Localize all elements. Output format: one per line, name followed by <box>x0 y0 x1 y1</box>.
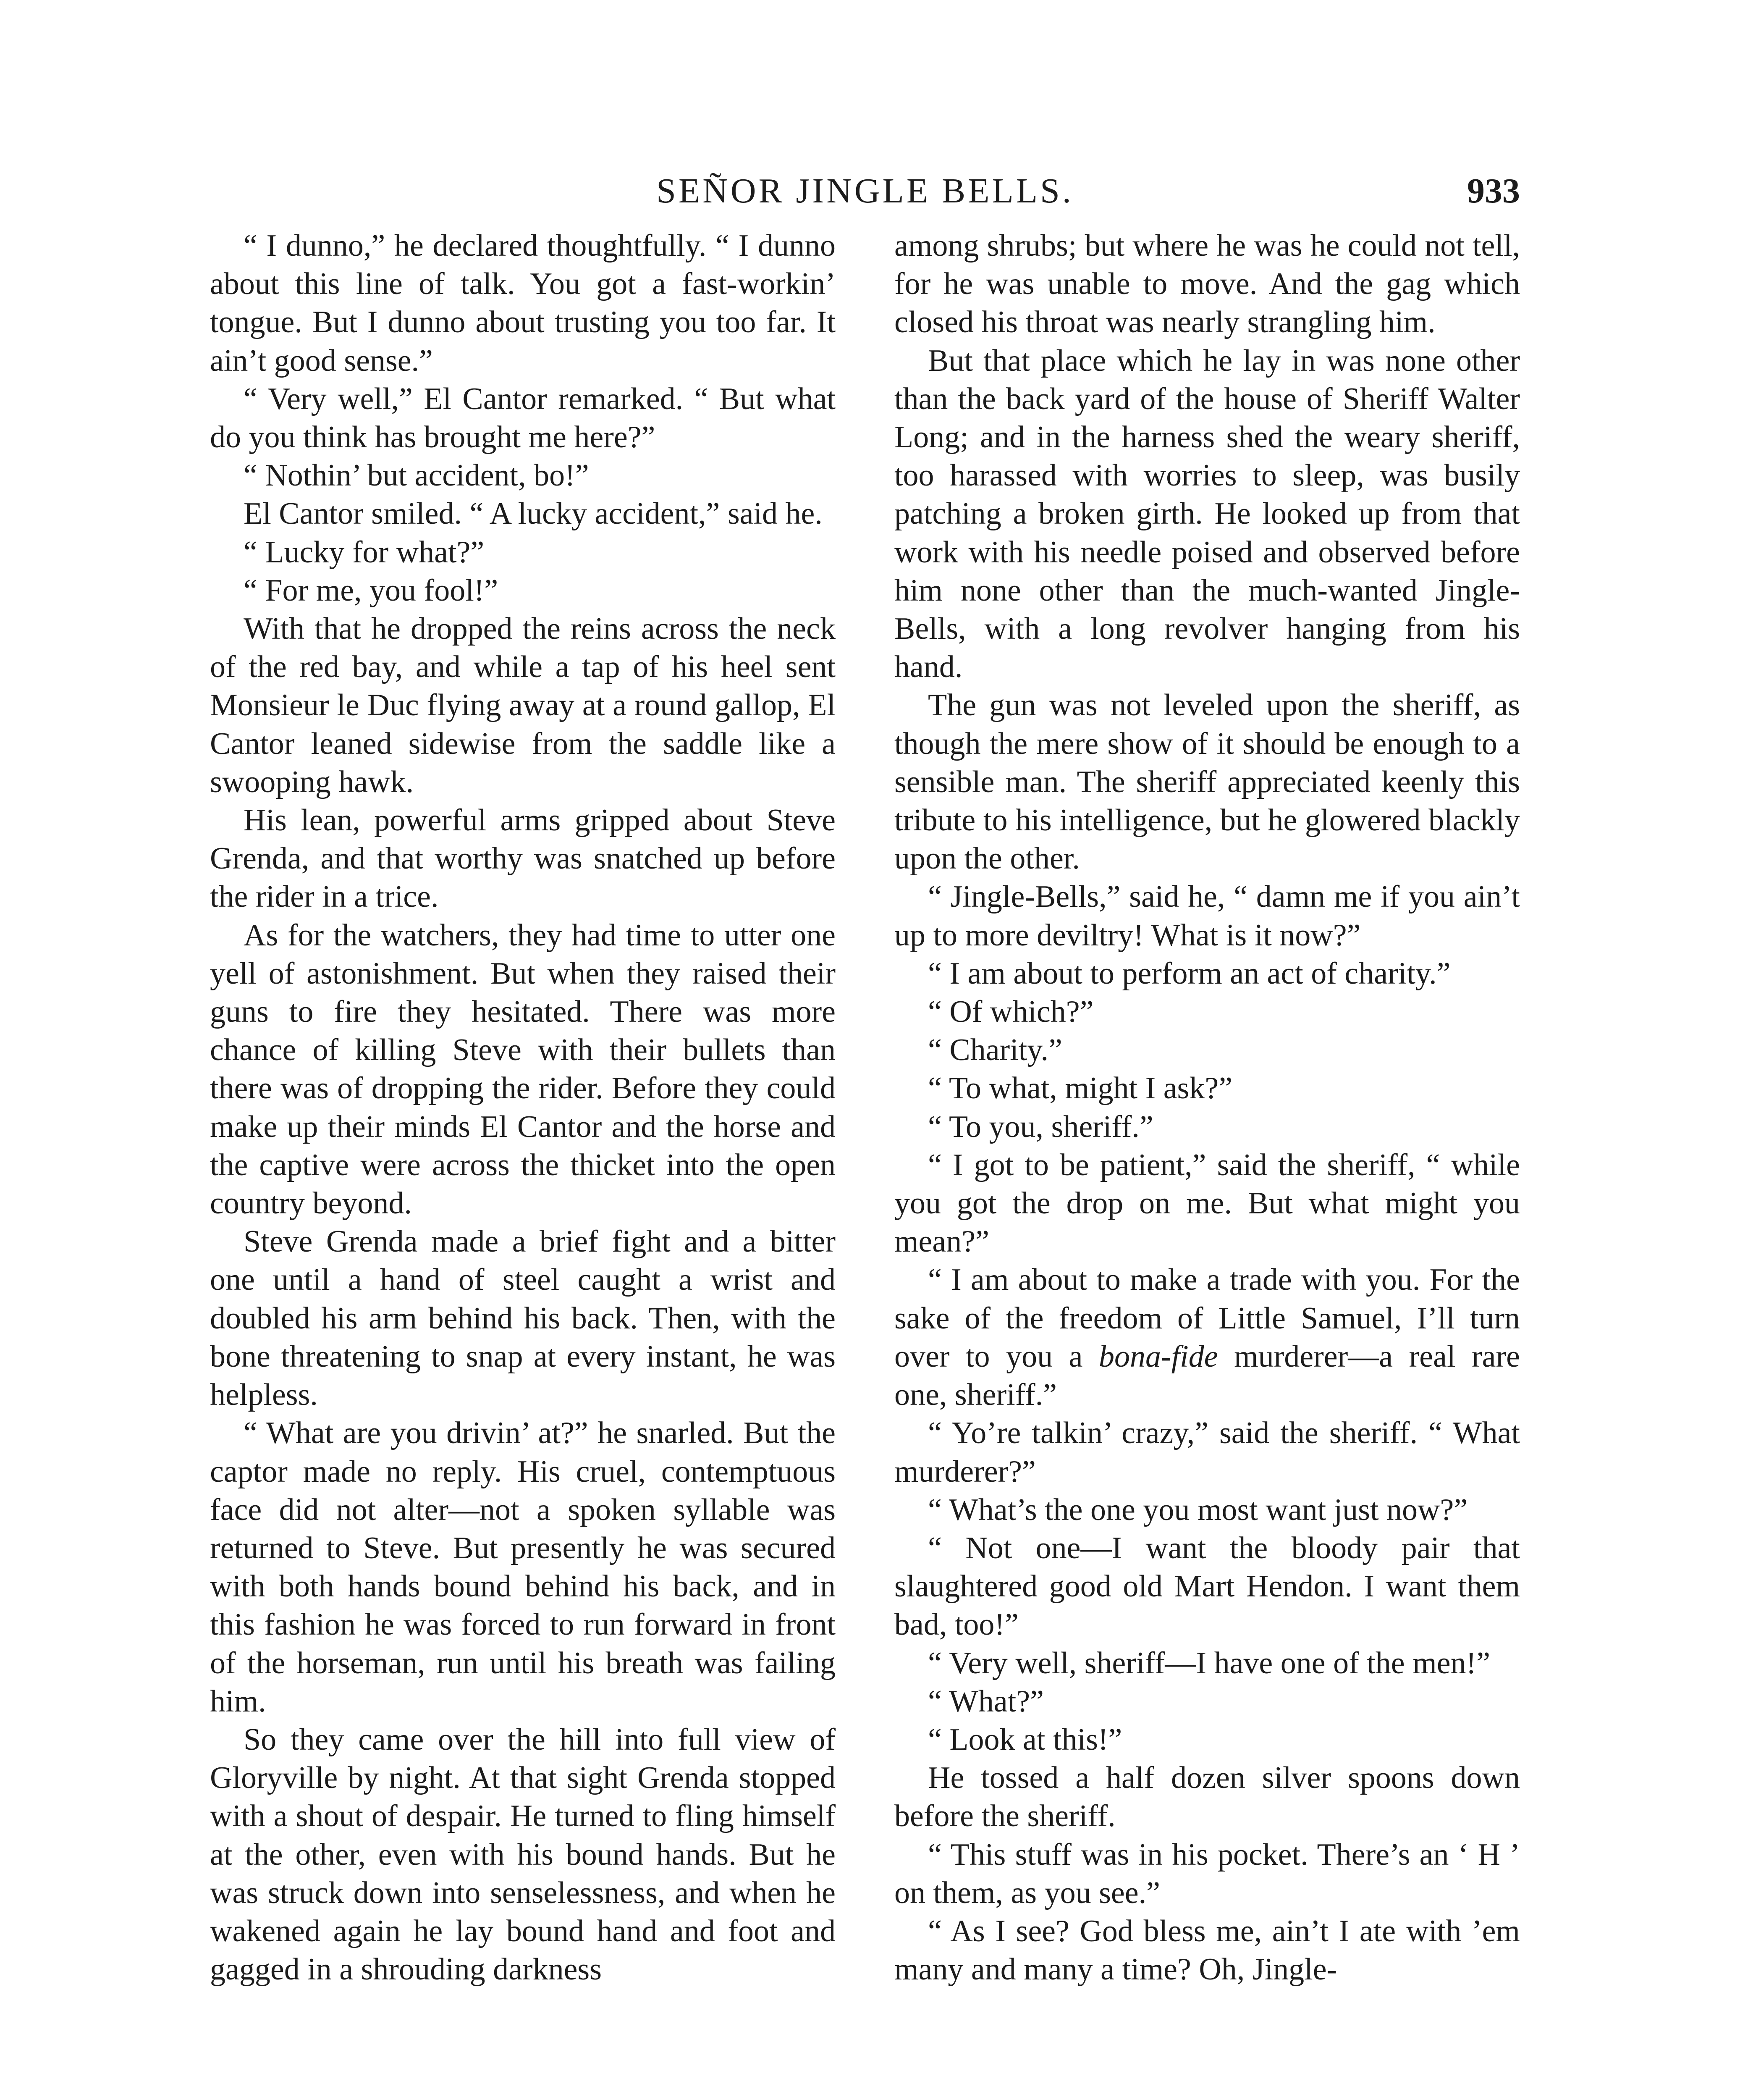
paragraph: As for the watchers, they had time to utter one yell of astonishment. But when they raised their guns to fire they hesitated. There was more chance of killing Steve with their bullets than there was of dropping the rider. Before they could make up their minds El Cantor and the horse and the captive were across the thicket into the open country beyond. <box>210 918 836 1221</box>
italic-term: bona-fide <box>1098 1339 1218 1374</box>
paragraph: “ What are you drivin’ at?” he snarled. But the captor made no reply. His cruel, contemptuous face did not alter—not a spoken syllable was returned to Steve. But presently he was secured with both hands bound behind his back, and in this fashion he was forced to run forward in front of the horseman, run until his breath was failing him. <box>210 1416 836 1719</box>
paragraph-with-italic <box>894 1261 1520 1414</box>
paragraph: So they came over the hill into full view of Gloryville by night. At that sight Grenda stopped with a shout of despair. He turned to fling himself at the other, even with his bound hands. But he was struck down into senselessness, and when he wakened again he lay bound hand and foot and gagged in a shrouding darkness <box>210 1722 836 1987</box>
paragraph: “ Very well, sheriff—I have one of the men!” <box>928 1646 1491 1680</box>
paragraph: “ Look at this!” <box>928 1722 1122 1757</box>
paragraph: “ Charity.” <box>928 1033 1062 1068</box>
paragraph: With that he dropped the reins across the neck of the red bay, and while a tap of his heel sent Monsieur le Duc flying away at a round gallop, El Cantor leaned sidewise from the saddle like a swooping hawk. <box>210 612 836 799</box>
text-run: “ I am about to make a trade with you. For the sake of the freedom of Little Samuel, I’ll turn over to you a <box>894 1263 1520 1374</box>
paragraph: “ This stuff was in his pocket. There’s an ‘ H ’ on them, as you see.” <box>894 1837 1520 1910</box>
paragraph: “ For me, you fool!” <box>244 573 498 608</box>
paragraph: “ Jingle-Bells,” said he, “ damn me if you ain’t up to more deviltry! What is it now?” <box>894 879 1520 953</box>
running-head <box>210 168 1520 214</box>
running-title: SEÑOR JINGLE BELLS. <box>656 171 1074 210</box>
paragraph: “ Not one—I want the bloody pair that slaughtered good old Mart Hendon. I want them bad, too!” <box>894 1530 1520 1642</box>
paragraph: “ As I see? God bless me, ain’t I ate with ’em many and many a time? Oh, Jingle- <box>894 1914 1520 1987</box>
paragraph: “ I am about to perform an act of charity.” <box>928 956 1451 991</box>
right-column <box>894 227 1520 1989</box>
paragraph: “ To what, might I ask?” <box>928 1071 1233 1106</box>
paragraph: He tossed a half dozen silver spoons down before the sheriff. <box>894 1761 1520 1834</box>
paragraph: His lean, powerful arms gripped about Steve Grenda, and that worthy was snatched up before the rider in a trice. <box>210 803 836 914</box>
paragraph: The gun was not leveled upon the sheriff, as though the mere show of it should be enough to a sensible man. The sheriff appreciated keenly this tribute to his intelligence, but he glowered blackly upon the other. <box>894 688 1520 876</box>
left-column <box>210 227 836 1989</box>
paragraph: El Cantor smiled. “ A lucky accident,” said he. <box>244 496 823 531</box>
paragraph-continued: among shrubs; but where he was he could not tell, for he was unable to move. And the gag which closed his throat was nearly strangling him. <box>894 228 1520 340</box>
text-run: murderer—a real rare one, sheriff.” <box>894 1339 1520 1412</box>
paragraph: But that place which he lay in was none other than the back yard of the house of Sheriff Walter Long; and in the harness shed the weary sheriff, too harassed with worries to sleep, was busily patching a broken girth. He looked up from that work with his needle poised and observed before him none other than the much-wanted Jingle-Bells, with a long revolver hanging from his hand. <box>894 343 1520 685</box>
paragraph: “ Of which?” <box>928 995 1094 1029</box>
paragraph: “ What’s the one you most want just now?” <box>928 1492 1468 1527</box>
paragraph: “ Nothin’ but accident, bo!” <box>244 458 589 493</box>
page-number: 933 <box>1467 171 1520 210</box>
paragraph: “ I dunno,” he declared thoughtfully. “ I dunno about this line of talk. You got a fast-workin’ tongue. But I dunno about trusting you too far. It ain’t good sense.” <box>210 228 836 378</box>
paragraph: “ Very well,” El Cantor remarked. “ But what do you think has brought me here?” <box>210 381 836 455</box>
paragraph: “ I got to be patient,” said the sheriff, “ while you got the drop on me. But what might you mean?” <box>894 1147 1520 1259</box>
paragraph: “ Lucky for what?” <box>244 535 485 570</box>
paragraph: “ What?” <box>928 1684 1044 1719</box>
paragraph: “ To you, sheriff.” <box>928 1109 1153 1144</box>
paragraph: “ Yo’re talkin’ crazy,” said the sheriff. “ What murderer?” <box>894 1416 1520 1489</box>
paragraph: Steve Grenda made a brief fight and a bitter one until a hand of steel caught a wrist and doubled his arm behind his back. Then, with the bone threatening to snap at every instant, he was helpless. <box>210 1224 836 1412</box>
